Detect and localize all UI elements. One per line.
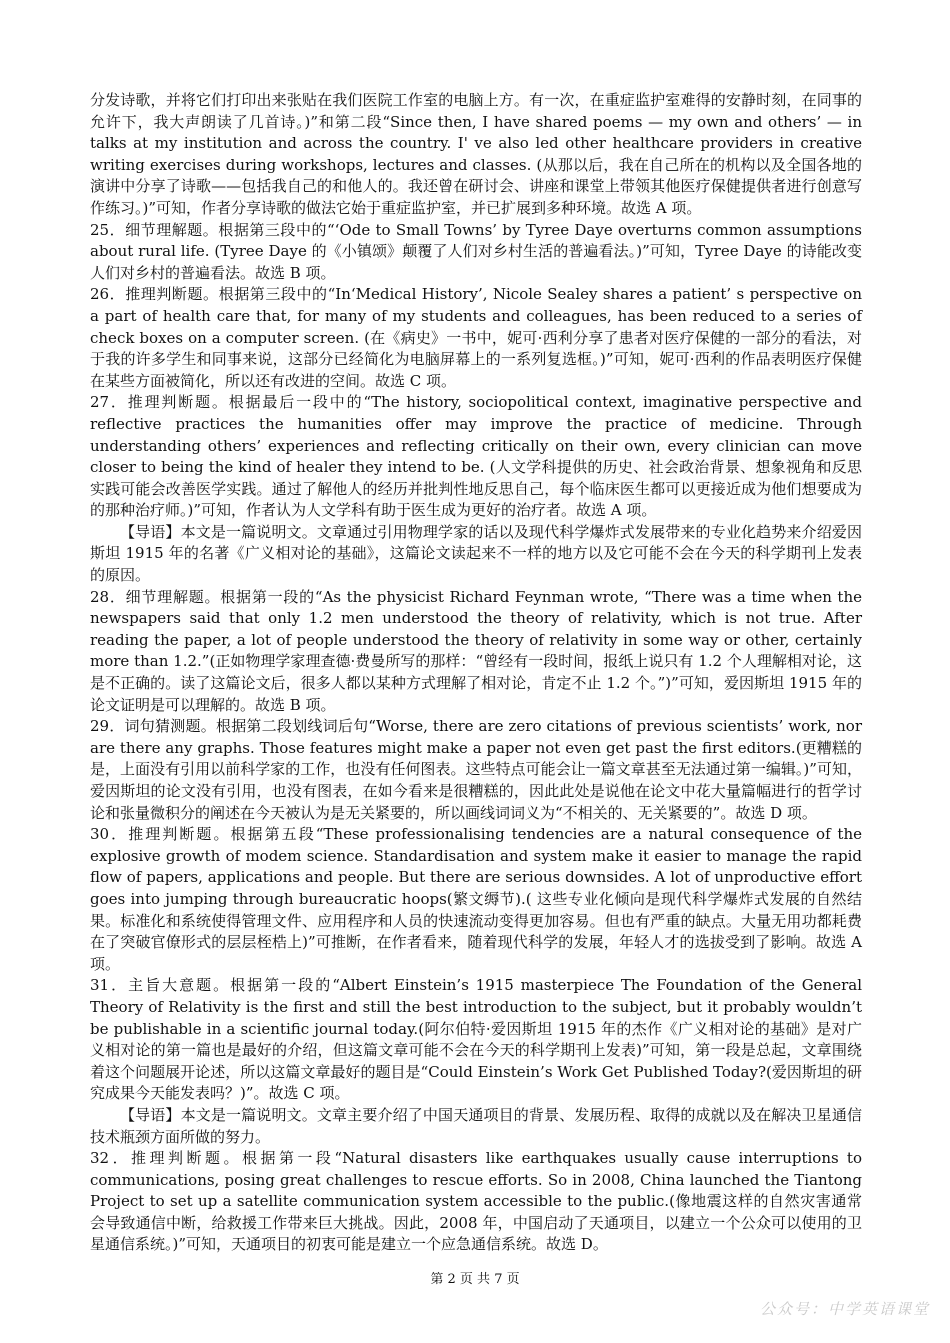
page-footer: 第 2 页 共 7 页 — [430, 1272, 520, 1287]
answer-29: 29．词句猜测题。根据第二段划线词后句“Worse, there are zero citations of previous scientists’ work, nor are there any graphs. Those features might make a paper not even get past the first editors.(更糟糕的是，上面没有引用以前科学家的工作，也没有任何图表。这些特点可能会让一篇文章甚至无法通过第一编辑。)”可知，爱因斯坦的论文没有引用，也没有图表，在如今看来是很糟糕的，因此此处是说他在论文中花大量篇幅进行的哲学讨论和张量微积分的阐述在今天被认为是无关紧要的，所以画线词词义为“不相关的、无关紧要的”。故选 D 项。 — [90, 717, 862, 822]
answer-26: 26．推理判断题。根据第三段中的“In‘Medical History’, Nicole Sealey shares a patient’ s perspective on a part of health care that, for many of my students and colleagues, has been reduced to a series of check boxes on a computer screen. (在《病史》一书中，妮可·西利分享了患者对医疗保健的一部分的看法，对于我的许多学生和同事来说，这部分已经简化为电脑屏幕上的一系列复选框。)”可知，妮可·西利的作品表明医疗保健在某些方面被简化，所以还有改进的空间。故选 C 项。 — [90, 285, 862, 390]
watermark: 公众号：中学英语课堂 — [759, 1300, 930, 1318]
intro-passage-c: 【导语】本文是一篇说明文。文章通过引用物理学家的话以及现代科学爆炸式发展带来的专业化趋势来介绍爱因斯坦 1915 年的名著《广义相对论的基础》，这篇论文读起来不一样的地方以及它可能不会在今天的科学期刊上发表的原因。 — [90, 522, 862, 585]
answer-32: 32．推理判断题。根据第一段“Natural disasters like earthquakes usually cause interruptions to communications, posing great challenges to rescue efforts. So in 2008, China launched the Tiantong Project to set up a satellite communication system accessible to the public.(像地震这样的自然灾害通常会导致通信中断，给救援工作带来巨大挑战。因此，2008 年，中国启动了天通项目，以建立一个公众可以使用的卫星通信系统。)”可知，天通项目的初衷可能是建立一个应急通信系统。故选 D。 — [90, 1149, 862, 1254]
answer-30: 30．推理判断题。根据第五段“These professionalising tendencies are a natural consequence of the explosive growth of modem science. Standardisation and system make it easier to manage the rapid flow of papers, applications and people. But there are serious downsides. A lot of unproductive effort goes into jumping through bureaucratic hoops(繁文缛节).( 这些专业化倾向是现代科学爆炸式发展的自然结果。标准化和系统使得管理文件、应用程序和人员的快速流动变得更加容易。但也有严重的缺点。大量无用功都耗费在了突破官僚形式的层层桎梏上)”可推断，在作者看来，随着现代科学的发展，年轻人才的选拔受到了影响。故选 A 项。 — [90, 825, 862, 973]
paragraph-continuation: 分发诗歌，并将它们打印出来张贴在我们医院工作室的电脑上方。有一次，在重症监护室难得的安静时刻，在同事的允许下，我大声朗读了几首诗。)”和第二段“Since then, I have shared poems — my own and others’ — in talks at my institution and across the country. I' ve also led other healthcare providers in creative writing exercises during workshops, lectures and classes. (从那以后，我在自己所在的机构以及全国各地的演讲中分享了诗歌——包括我自己的和他人的。我还曾在研讨会、讲座和课堂上带领其他医疗保健提供者进行创意写作练习。)”可知，作者分享诗歌的做法它始于重症监护室，并已扩展到多种环境。故选 A 项。 — [90, 91, 862, 217]
answer-28: 28．细节理解题。根据第一段的“As the physicist Richard Feynman wrote, “There was a time when the newspapers said that only 1.2 men understood the theory of relativity, which is not true. After reading the paper, a lot of people understood the theory of relativity in some way or other, certainly more than 1.2.”(正如物理学家理查德·费曼所写的那样：“曾经有一段时间，报纸上说只有 1.2 个人理解相对论，这是不正确的。读了这篇论文后，很多人都以某种方式理解了相对论，肯定不止 1.2 个。”)”可知，爱因斯坦 1915 年的论文证明是可以理解的。故选 B 项。 — [90, 587, 862, 714]
answer-25: 25．细节理解题。根据第三段中的“‘Ode to Small Towns’ by Tyree Daye overturns common assumptions about rural life. (Tyree Daye 的《小镇颂》颠覆了人们对乡村生活的普遍看法。)”可知，Tyree Daye 的诗能改变人们对乡村的普遍看法。故选 B 项。 — [90, 220, 862, 282]
intro-passage-d: 【导语】本文是一篇说明文。文章主要介绍了中国天通项目的背景、发展历程、取得的成就以及在解决卫星通信技术瓶颈方面所做的努力。 — [90, 1105, 862, 1146]
answer-27: 27．推理判断题。根据最后一段中的“The history, sociopolitical context, imaginative perspective and reflective practices the humanities offer may improve the practice of medicine. Through understanding others’ experiences and reflecting critically on their own, every clinician can move closer to being the kind of healer they intend to be. (人文学科提供的历史、社会政治背景、想象视角和反思实践可能会改善医学实践。通过了解他人的经历并批判性地反思自己，每个临床医生都可以更接近成为他们想要成为的那种治疗师。)”可知，作者认为人文学科有助于医生成为更好的治疗者。故选 A 项。 — [90, 393, 862, 520]
document-body — [90, 90, 862, 1256]
answer-31: 31．主旨大意题。根据第一段的“Albert Einstein’s 1915 masterpiece The Foundation of the General Theory of Relativity is the first and still the best introduction to the subject, but it probably wouldn’t be publishable in a scientific journal today.(阿尔伯特·爱因斯坦 1915 年的杰作《广义相对论的基础》是对广义相对论的第一篇也是最好的介绍，但这篇文章可能不会在今天的科学期刊上发表)”可知，第一段是总起，文章围绕着这个问题展开论述，所以这篇文章最好的题目是“Could Einstein’s Work Get Published Today?(爱因斯坦的研究成果今天能发表吗？)”。故选 C 项。 — [90, 976, 862, 1103]
